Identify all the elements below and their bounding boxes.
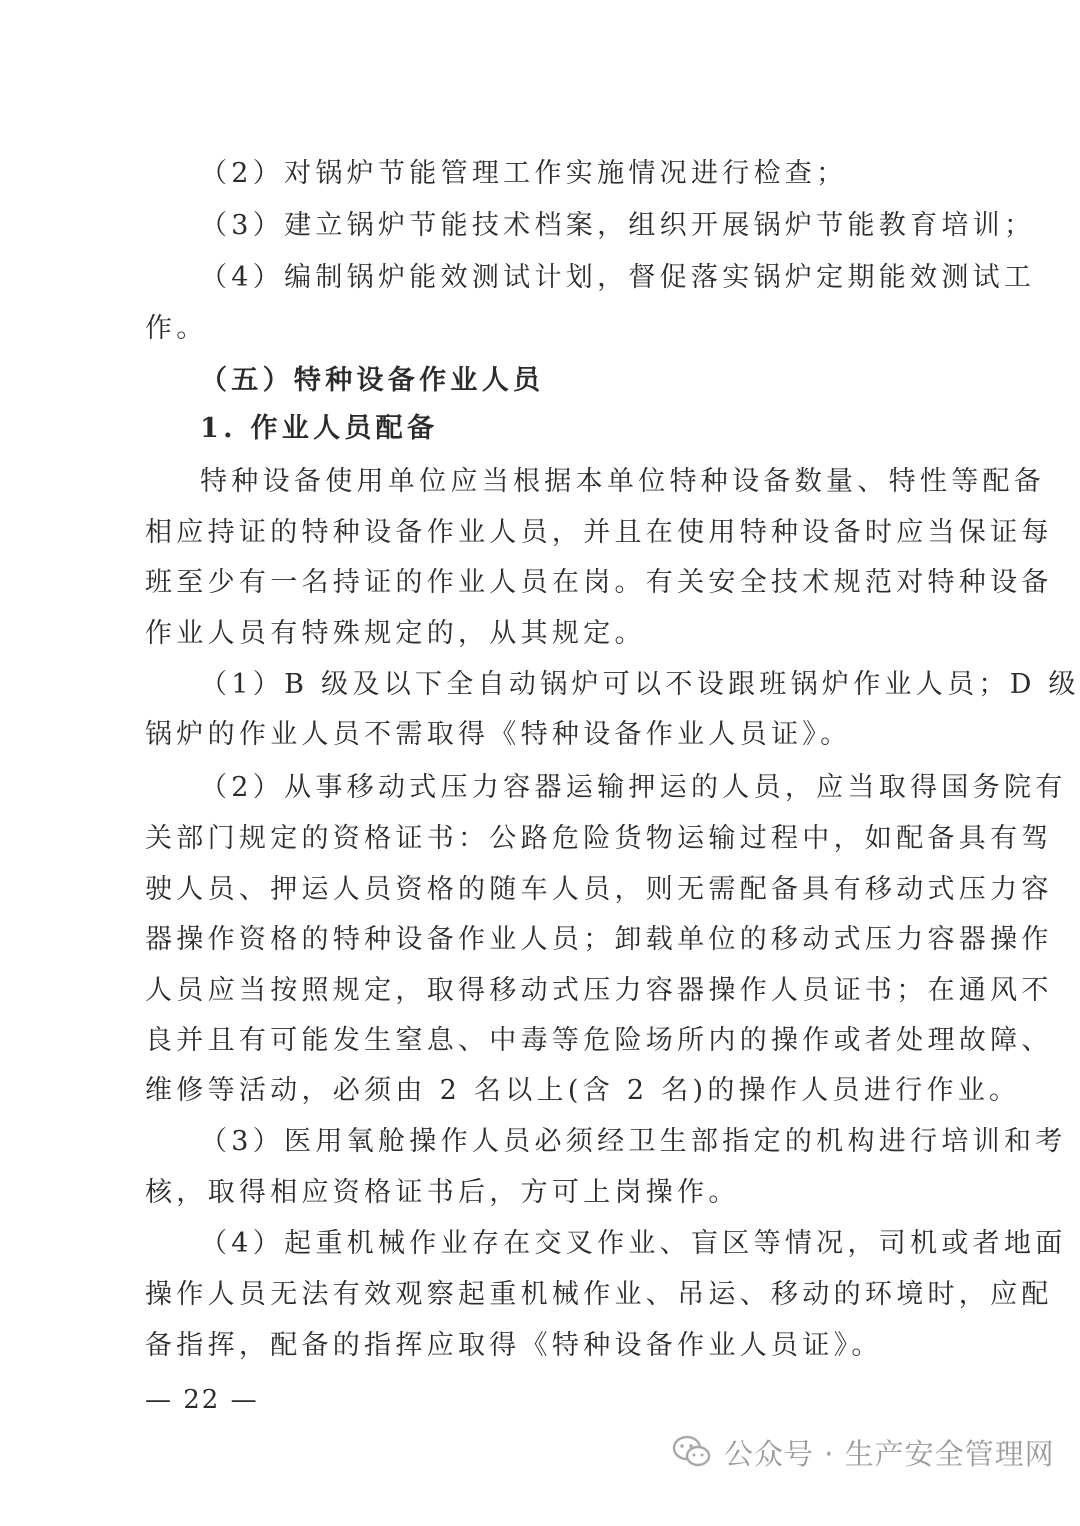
text-line: 关部门规定的资格证书：公路危险货物运输过程中，如配备具有驾 bbox=[145, 823, 1053, 854]
text-line: （4）编制锅炉能效测试计划，督促落实锅炉定期能效测试工 bbox=[200, 262, 1036, 293]
text-line: 核，取得相应资格证书后，方可上岗操作。 bbox=[145, 1177, 740, 1208]
text-line: 驶人员、押运人员资格的随车人员，则无需配备具有移动式压力容 bbox=[145, 874, 1053, 905]
watermark bbox=[672, 1430, 1055, 1474]
text-line: 人员应当按照规定，取得移动式压力容器操作人员证书；在通风不 bbox=[145, 975, 1053, 1006]
text-line: 备指挥，配备的指挥应取得《特种设备作业人员证》。 bbox=[145, 1330, 883, 1361]
text-line: （3）建立锅炉节能技术档案，组织开展锅炉节能教育培训； bbox=[200, 210, 1036, 241]
text-line: （4）起重机械作业存在交叉作业、盲区等情况，司机或者地面 bbox=[200, 1228, 1067, 1259]
text-line: 作。 bbox=[145, 313, 208, 344]
text-line: 操作人员无法有效观察起重机械作业、吊运、移动的环境时，应配 bbox=[145, 1279, 1053, 1310]
text-line: 相应持证的特种设备作业人员，并且在使用特种设备时应当保证每 bbox=[145, 517, 1053, 548]
text-line: （2）对锅炉节能管理工作实施情况进行检查； bbox=[200, 158, 848, 189]
page-number: — 22 — bbox=[145, 1385, 259, 1415]
text-line: 特种设备使用单位应当根据本单位特种设备数量、特性等配备 bbox=[200, 466, 1046, 497]
watermark-text: 公众号 · 生产安全管理网 bbox=[724, 1436, 1055, 1471]
wechat-icon bbox=[672, 1435, 712, 1469]
text-line: 作业人员有特殊规定的，从其规定。 bbox=[145, 618, 646, 649]
section-heading: （五）特种设备作业人员 bbox=[200, 365, 545, 396]
text-line: 良并且有可能发生窒息、中毒等危险场所内的操作或者处理故障、 bbox=[145, 1025, 1053, 1056]
subsection-heading: 1. 作业人员配备 bbox=[200, 413, 439, 444]
text-line: 器操作资格的特种设备作业人员；卸载单位的移动式压力容器操作 bbox=[145, 924, 1053, 955]
text-line: 班至少有一名持证的作业人员在岗。有关安全技术规范对特种设备 bbox=[145, 567, 1053, 598]
text-line: （3）医用氧舱操作人员必须经卫生部指定的机构进行培训和考 bbox=[200, 1126, 1067, 1157]
text-line: 维修等活动，必须由 2 名以上(含 2 名)的操作人员进行作业。 bbox=[145, 1075, 1021, 1106]
text-line: 锅炉的作业人员不需取得《特种设备作业人员证》。 bbox=[145, 719, 852, 750]
text-line: （1）B 级及以下全自动锅炉可以不设跟班锅炉作业人员；D 级 bbox=[200, 669, 1080, 700]
text-line: （2）从事移动式压力容器运输押运的人员，应当取得国务院有 bbox=[200, 772, 1067, 803]
